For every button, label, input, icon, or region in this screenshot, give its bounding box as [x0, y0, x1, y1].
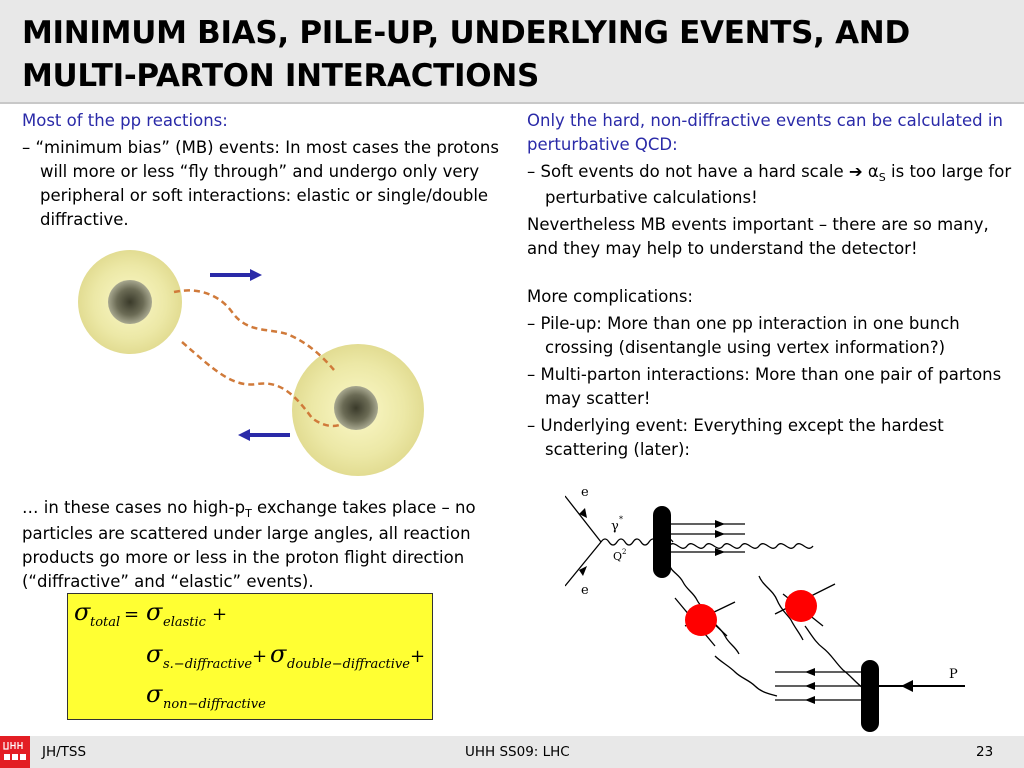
arrow-jet-1: [715, 520, 725, 528]
right-bullet-soft-events: [527, 160, 1012, 210]
footer-bar: [0, 736, 1024, 768]
more-complications-heading: More complications:: [527, 287, 693, 306]
label-gamma-star: *: [619, 515, 623, 524]
uhh-logo: [0, 736, 30, 768]
soft-events-text: – Soft events do not have a hard scale: [527, 162, 849, 181]
bottom-text-subscript: T: [245, 507, 252, 520]
sub-non-diffractive: non−diffractive: [163, 697, 266, 712]
arrow-p-in: [901, 680, 913, 692]
title-line-1: MINIMUM BIAS, PILE-UP, UNDERLYING EVENTS, AND: [22, 15, 910, 51]
arrow-p-1: [805, 668, 815, 676]
plus-2: +: [252, 646, 268, 667]
slide-title: [22, 12, 1012, 98]
arrow-jet-2: [715, 530, 725, 538]
proton-left-core: [108, 280, 152, 324]
plus-3: +: [410, 646, 426, 667]
sub-elastic: elastic: [163, 615, 206, 630]
footer-author: JH/TSS: [42, 744, 87, 760]
left-bullet-minimum-bias: – “minimum bias” (MB) events: In most cases the protons will more or less “fly through” and undergo only very peripheral or soft interactions: elastic or single/double diffractive.: [22, 138, 499, 229]
sub-single-diffractive: s.−diffractive: [163, 657, 253, 672]
page-number: 23: [976, 744, 994, 760]
alpha-symbol: α: [862, 162, 879, 181]
sub-total: total: [90, 615, 121, 630]
item-multi-parton: – Multi-parton interactions: More than one pair of partons may scatter!: [527, 365, 1002, 408]
parton-vertex-1: [685, 604, 717, 636]
photon-remnant-blob: [653, 506, 671, 578]
cross-section-formula: [67, 593, 433, 720]
bottom-text-post: exchange takes place – no particles are scattered under large angles, all reaction products go more or less in the proton flight direction (“diffractive” and “elastic” events).: [22, 498, 476, 591]
label-p: P: [949, 667, 958, 682]
parton-vertex-2: [785, 590, 817, 622]
plus-1: +: [212, 604, 228, 625]
equals-sign: =: [124, 604, 140, 625]
footer-course: UHH SS09: LHC: [465, 744, 570, 760]
item-pile-up: – Pile-up: More than one pp interaction in one bunch crossing (disentangle using vertex information?): [527, 314, 960, 357]
electron-out-line: [565, 542, 601, 586]
sigma-non-diffractive: σ: [146, 680, 163, 708]
left-heading: Most of the pp reactions:: [22, 111, 228, 130]
right-column: [527, 109, 1012, 465]
gluon-curl-upper: [669, 544, 813, 549]
arrow-left-icon: [238, 429, 290, 441]
electron-in-line: [565, 496, 601, 542]
arrow-p-3: [805, 696, 815, 704]
sub-double-diffractive: double−diffractive: [287, 657, 410, 672]
title-line-2: MULTI-PARTON INTERACTIONS: [22, 58, 539, 94]
left-column: [22, 109, 500, 235]
arrow-e-in: [579, 508, 587, 518]
formula-svg: [68, 594, 434, 721]
sigma-elastic: σ: [146, 598, 163, 626]
bottom-text-pre: … in these cases no high-p: [22, 498, 246, 517]
soft-events-text-post: is too large for perturbative calculations!: [545, 162, 1012, 207]
label-q: Q: [613, 550, 623, 563]
proton-collision-illustration: [72, 238, 452, 483]
label-e-bottom: e: [581, 583, 589, 598]
sigma-total: σ: [74, 598, 91, 626]
label-gamma: γ: [611, 519, 619, 534]
alpha-subscript: S: [878, 171, 886, 184]
gluon-line-c: [715, 656, 777, 696]
arrow-jet-3: [715, 548, 725, 556]
arrow-right-icon: [210, 269, 262, 281]
sigma-single-diffractive: σ: [146, 640, 163, 668]
arrow-p-2: [805, 682, 815, 690]
left-bottom-text: [22, 496, 502, 594]
arrow-right-icon: ➔: [848, 162, 863, 181]
gluon-line-d: [805, 626, 863, 688]
label-q-sup: 2: [622, 548, 627, 556]
uhh-logo-mark: [0, 736, 30, 768]
feynman-diagram: [565, 476, 985, 736]
proton-remnant-blob: [861, 660, 879, 732]
title-divider: [0, 102, 1024, 104]
item-underlying-event: – Underlying event: Everything except the hardest scattering (later):: [527, 416, 944, 459]
proton-right-core: [334, 386, 378, 430]
sigma-double-diffractive: σ: [270, 640, 287, 668]
label-e-top: e: [581, 485, 589, 500]
right-heading: Only the hard, non-diffractive events can be calculated in perturbative QCD:: [527, 111, 1003, 154]
right-para-mb-important: Nevertheless MB events important – there are so many, and they may help to understand the detector!: [527, 215, 989, 258]
gluon-line-top: [174, 290, 334, 370]
